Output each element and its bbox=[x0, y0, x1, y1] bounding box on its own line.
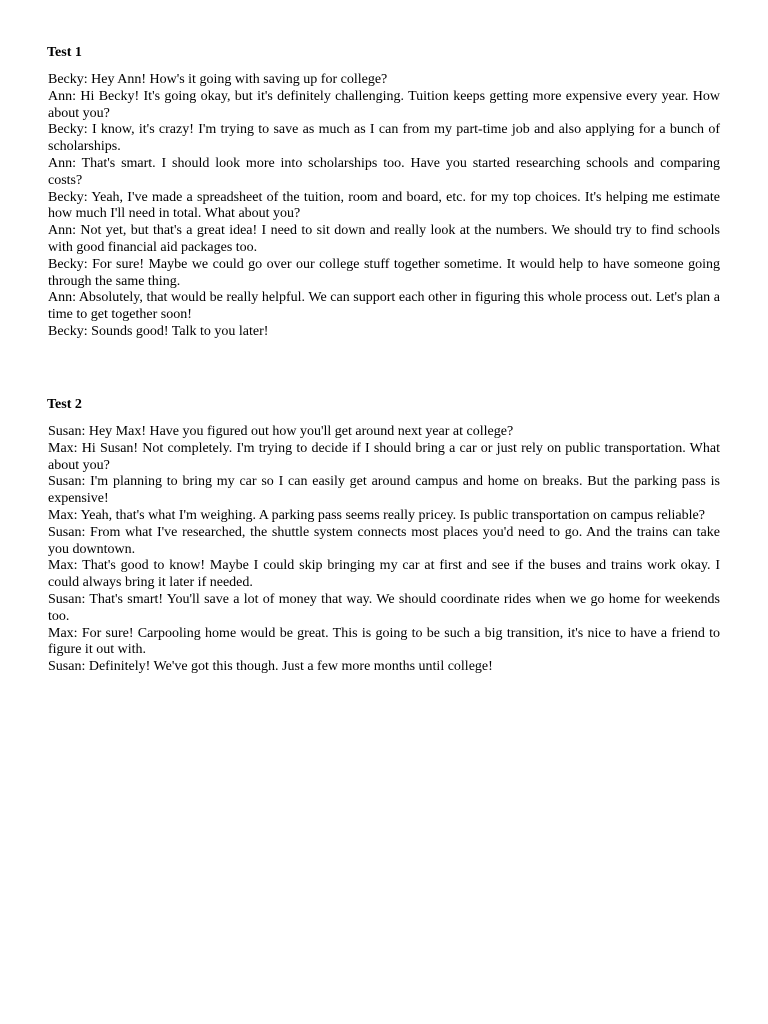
dialogue-line: Becky: For sure! Maybe we could go over our college stuff together sometime. It would help to have someone going through the same thing. bbox=[48, 256, 720, 289]
dialogue-line: Susan: I'm planning to bring my car so I can easily get around campus and home on breaks. But the parking pass is expensive! bbox=[48, 474, 720, 507]
dialogue-line: Becky: I know, it's crazy! I'm trying to save as much as I can from my part-time job and also applying for a bunch of scholarships. bbox=[48, 122, 720, 155]
dialogue-line: Ann: Not yet, but that's a great idea! I need to sit down and really look at the numbers. We should try to find schools with good financial aid packages too. bbox=[48, 223, 720, 255]
section-heading: Test 2 bbox=[47, 397, 82, 412]
section-test-2 bbox=[47, 396, 720, 676]
dialogue-line: Max: For sure! Carpooling home would be great. This is going to be such a big transition, it's nice to have a friend to figure it out with. bbox=[48, 625, 720, 658]
dialogue-line: Ann: That's smart. I should look more into scholarships too. Have you started researching schools and comparing costs? bbox=[48, 155, 720, 188]
dialogue-line: Max: Hi Susan! Not completely. I'm trying to decide if I should bring a car or just rely on public transportation. What about you? bbox=[48, 440, 720, 473]
dialogue-line: Susan: Hey Max! Have you figured out how you'll get around next year at college? bbox=[48, 424, 514, 439]
dialogue-line: Becky: Hey Ann! How's it going with saving up for college? bbox=[48, 72, 388, 87]
dialogue-line: Susan: From what I've researched, the shuttle system connects most places you'd need to go. And the trains can take you downtown. bbox=[48, 524, 720, 557]
dialogue-line: Ann: Absolutely, that would be really helpful. We can support each other in figuring this whole process out. Let's plan a time to get together soon! bbox=[48, 290, 720, 323]
dialogue-line: Becky: Yeah, I've made a spreadsheet of the tuition, room and board, etc. for my top choices. It's helping me estimate how much I'll need in total. What about you? bbox=[48, 189, 720, 222]
dialogue-line: Max: Yeah, that's what I'm weighing. A parking pass seems really pricey. Is public transportation on campus reliable? bbox=[48, 507, 705, 523]
section-heading: Test 1 bbox=[47, 45, 82, 60]
dialogue-line: Ann: Hi Becky! It's going okay, but it's definitely challenging. Tuition keeps getting more expensive every year. How about you? bbox=[48, 88, 720, 121]
section-test-1 bbox=[47, 44, 720, 341]
dialogue-line: Max: That's good to know! Maybe I could skip bringing my car at first and see if the buses and trains work okay. I could always bring it later if needed. bbox=[48, 558, 720, 591]
dialogue-line: Becky: Sounds good! Talk to you later! bbox=[48, 323, 269, 339]
dialogue-line: Susan: That's smart! You'll save a lot of money that way. We should coordinate rides when we go home for weekends too. bbox=[48, 591, 720, 624]
dialogue-line: Susan: Definitely! We've got this though. Just a few more months until college! bbox=[48, 659, 493, 675]
